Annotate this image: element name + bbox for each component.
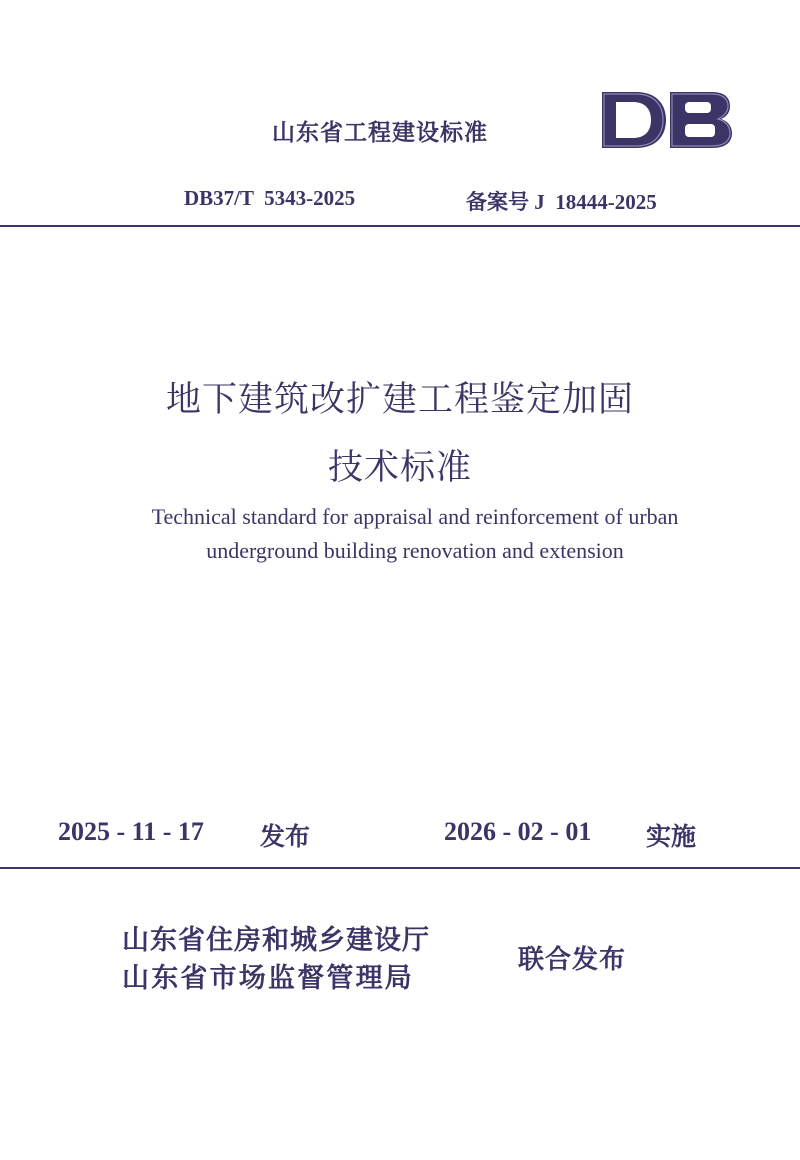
title-zh-line1: 地下建筑改扩建工程鉴定加固 xyxy=(165,380,634,420)
db-logo-b-inner-top xyxy=(685,102,711,113)
issue-date: 2025 - 11 - 17 xyxy=(58,817,204,846)
header-issuer: 山东省工程建设标准 xyxy=(272,120,488,146)
footer-issuer-1: 山东省住房和城乡建设厅 xyxy=(122,925,430,956)
issue-label: 发布 xyxy=(260,822,311,851)
title-en-line2: underground building renovation and extension xyxy=(206,538,624,563)
db-logo-b-inner-bottom xyxy=(685,124,715,137)
standard-code: DB37/T 5343-2025 xyxy=(184,186,356,210)
db-logo-d-inner xyxy=(616,102,651,138)
filing-number: 备案号 J 18444-2025 xyxy=(466,190,657,214)
footer-divider xyxy=(0,867,800,869)
effective-label: 实施 xyxy=(646,822,697,851)
effective-date: 2026 - 02 - 01 xyxy=(444,817,592,846)
joint-release-label: 联合发布 xyxy=(518,945,627,975)
footer-issuer-2: 山东省市场监督管理局 xyxy=(122,963,414,994)
db-logo-b-shape xyxy=(670,92,732,148)
title-zh-line2: 技术标准 xyxy=(327,448,472,488)
header-divider xyxy=(0,225,800,227)
db-logo xyxy=(600,88,734,152)
title-en-line1: Technical standard for appraisal and reinforcement of urban xyxy=(151,504,679,529)
